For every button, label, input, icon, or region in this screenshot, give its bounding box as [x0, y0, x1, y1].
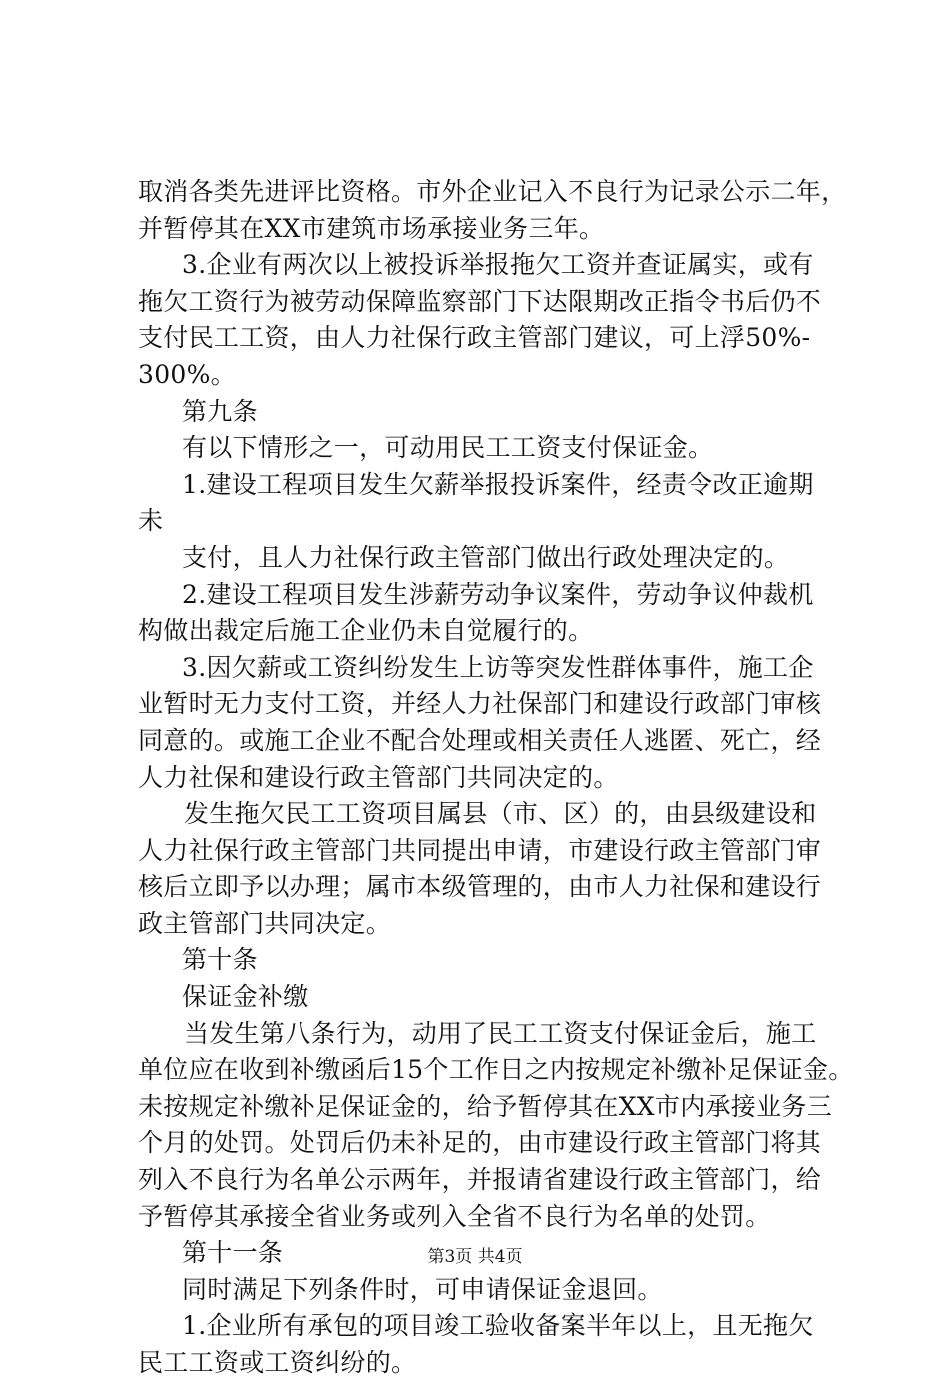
text-line: 个月的处罚。处罚后仍未补足的，由市建设行政主管部门将其	[138, 1128, 822, 1158]
text-line: 第十条	[182, 945, 258, 975]
document-body	[138, 174, 854, 1382]
text-line: 民工工资或工资纠纷的。	[138, 1348, 417, 1377]
text-line: 政主管部门共同决定。	[138, 908, 392, 938]
text-line: 300%。	[138, 359, 236, 389]
text-line: 业暂时无力支付工资，并经人力社保部门和建设行政部门审核	[138, 689, 822, 719]
text-line: 第九条	[182, 396, 258, 426]
text-line: 支付，且人力社保行政主管部门做出行政处理决定的。	[182, 542, 790, 572]
text-line: 第十一条	[182, 1238, 284, 1268]
text-line: 有以下情形之一，可动用民工工资支付保证金。	[182, 433, 714, 463]
page-footer	[0, 1245, 950, 1269]
text-line: 同意的。或施工企业不配合处理或相关责任人逃匿、死亡，经	[138, 725, 822, 755]
text-line: 取消各类先进评比资格。市外企业记入不良行为记录公示二年，	[138, 177, 847, 206]
text-line: 人力社保行政主管部门共同提出申请，市建设行政主管部门审	[138, 835, 822, 865]
text-line: 未	[138, 506, 164, 536]
text-line: 拖欠工资行为被劳动保障监察部门下达限期改正指令书后仍不	[138, 286, 822, 316]
text-line: 核后立即予以办理；属市本级管理的，由市人力社保和建设行	[138, 872, 822, 902]
text-line: 3.因欠薪或工资纠纷发生上访等突发性群体事件，施工企	[182, 652, 814, 682]
text-line: 2.建设工程项目发生涉薪劳动争议案件，劳动争议仲裁机	[182, 579, 814, 609]
text-line: 并暂停其在XX市建筑市场承接业务三年。	[138, 213, 605, 243]
text-line: 发生拖欠民工工资项目属县（市、区）的，由县级建设和	[184, 799, 817, 829]
text-line: 列入不良行为名单公示两年，并报请省建设行政主管部门，给	[138, 1165, 822, 1195]
text-line: 未按规定补缴补足保证金的，给予暂停其在XX市内承接业务三	[138, 1091, 832, 1121]
text-line: 支付民工工资，由人力社保行政主管部门建议，可上浮50%-	[138, 323, 811, 353]
text-line: 同时满足下列条件时，可申请保证金退回。	[182, 1274, 663, 1304]
text-line: 1.企业所有承包的项目竣工验收备案半年以上，且无拖欠	[182, 1311, 814, 1341]
text-line: 1.建设工程项目发生欠薪举报投诉案件，经责令改正逾期	[182, 469, 814, 499]
page-number: 第3页 共4页	[427, 1247, 523, 1267]
text-line: 予暂停其承接全省业务或列入全省不良行为名单的处罚。	[138, 1201, 771, 1231]
text-line: 保证金补缴	[182, 982, 309, 1012]
text-line: 当发生第八条行为，动用了民工工资支付保证金后，施工	[184, 1018, 817, 1048]
text-line: 单位应在收到补缴函后15个工作日之内按规定补缴补足保证金。	[138, 1055, 854, 1085]
text-line: 人力社保和建设行政主管部门共同决定的。	[138, 762, 619, 792]
text-line: 构做出裁定后施工企业仍未自觉履行的。	[138, 616, 594, 646]
text-line: 3.企业有两次以上被投诉举报拖欠工资并查证属实，或有	[182, 250, 814, 280]
